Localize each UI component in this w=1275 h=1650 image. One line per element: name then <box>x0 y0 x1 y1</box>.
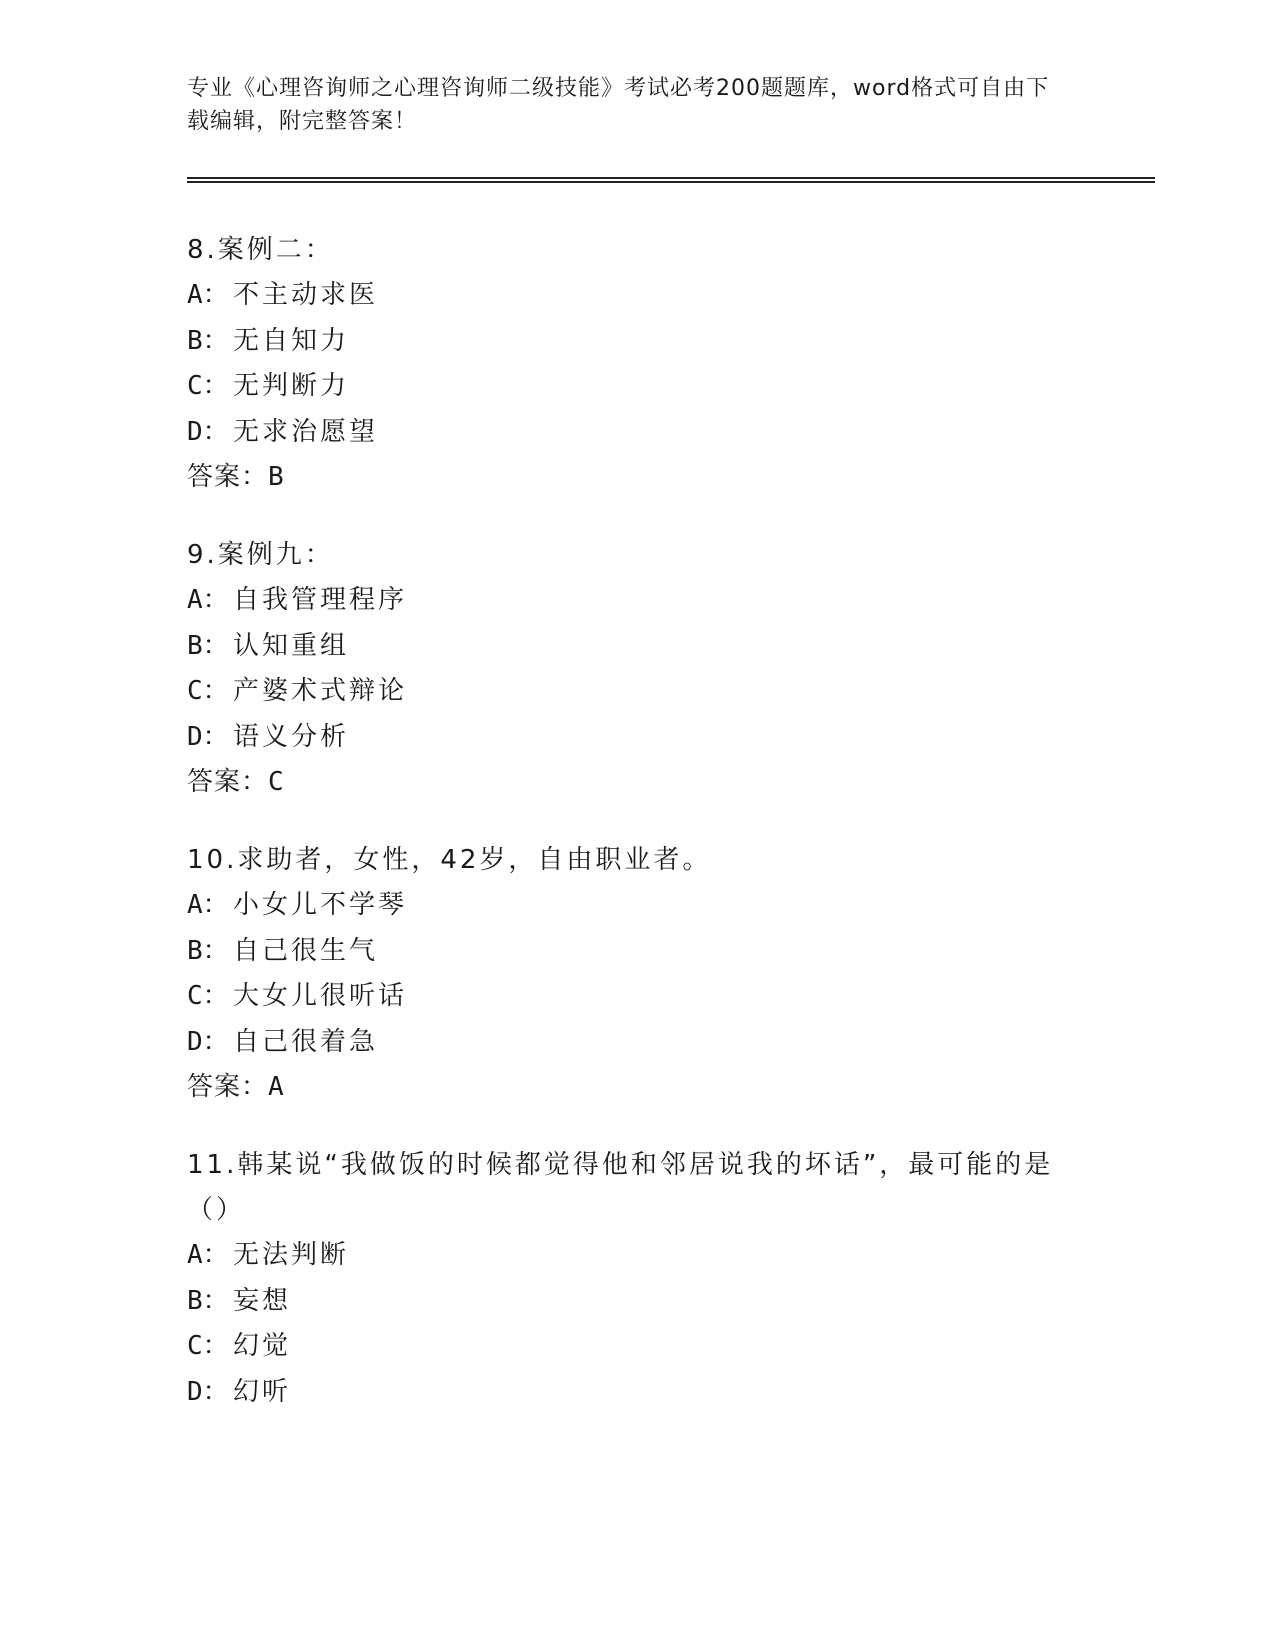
question-10 <box>187 838 1087 1110</box>
option-letter: B： <box>187 935 229 966</box>
option-text: 语义分析 <box>233 721 350 752</box>
option-d <box>187 1020 1087 1066</box>
question-title: 8.案例二： <box>187 235 334 265</box>
option-letter: C： <box>187 1331 229 1361</box>
option-text: 无自知力 <box>233 325 350 356</box>
option-letter: C： <box>187 981 229 1011</box>
option-a <box>187 1233 1087 1279</box>
option-c <box>187 974 1087 1020</box>
option-c <box>187 364 1087 410</box>
question-8 <box>187 228 1087 500</box>
option-b <box>187 929 1087 975</box>
answer-line <box>187 1065 1087 1110</box>
option-text: 无判断力 <box>233 371 350 401</box>
option-text: 自己很着急 <box>233 1026 379 1057</box>
answer-label: 答案： <box>187 767 269 797</box>
option-text: 产婆术式辩论 <box>233 676 408 706</box>
option-text: 小女儿不学琴 <box>233 890 408 920</box>
option-text: 无求治愿望 <box>233 416 379 447</box>
option-a <box>187 578 1087 624</box>
option-letter: A： <box>187 1240 229 1270</box>
option-text: 认知重组 <box>233 630 350 661</box>
option-a <box>187 883 1087 929</box>
option-c <box>187 1324 1087 1370</box>
option-text: 自我管理程序 <box>233 585 408 615</box>
option-b <box>187 624 1087 670</box>
option-b <box>187 319 1087 365</box>
option-letter: B： <box>187 1285 229 1316</box>
answer-line <box>187 455 1087 500</box>
question-9 <box>187 533 1087 805</box>
option-letter: A： <box>187 280 229 310</box>
option-letter: D： <box>187 721 229 752</box>
question-title: 9.案例九： <box>187 540 334 570</box>
option-text: 无法判断 <box>233 1240 350 1270</box>
option-b <box>187 1279 1087 1325</box>
question-title: 10.求助者，女性，42岁，自由职业者。 <box>187 845 712 875</box>
option-letter: A： <box>187 585 229 615</box>
option-c <box>187 669 1087 715</box>
option-d <box>187 715 1087 761</box>
answer-value: A <box>268 1072 285 1102</box>
question-11 <box>187 1143 1087 1415</box>
document-header: 专业《心理咨询师之心理咨询师二级技能》考试必考200题题库，word格式可自由下载编辑，附完整答案！ <box>187 76 1050 134</box>
option-text: 妄想 <box>233 1285 292 1316</box>
option-letter: B： <box>187 630 229 661</box>
option-letter: A： <box>187 890 229 920</box>
option-letter: D： <box>187 416 229 447</box>
option-d <box>187 410 1087 456</box>
answer-value: C <box>268 767 285 797</box>
answer-label: 答案： <box>187 1072 269 1102</box>
answer-label: 答案： <box>187 462 269 492</box>
option-text: 自己很生气 <box>233 935 379 966</box>
answer-value: B <box>268 462 285 492</box>
question-title: 11.韩某说“我做饭的时候都觉得他和邻居说我的坏话”，最可能的是（） <box>187 1150 1054 1225</box>
option-text: 幻听 <box>233 1376 292 1407</box>
option-letter: B： <box>187 325 229 356</box>
header-divider <box>187 177 1155 183</box>
option-letter: C： <box>187 371 229 401</box>
option-letter: C： <box>187 676 229 706</box>
option-text: 幻觉 <box>233 1331 292 1361</box>
option-text: 大女儿很听话 <box>233 981 408 1011</box>
option-a <box>187 273 1087 319</box>
option-text: 不主动求医 <box>233 280 379 310</box>
option-letter: D： <box>187 1026 229 1057</box>
answer-line <box>187 760 1087 805</box>
option-letter: D： <box>187 1376 229 1407</box>
option-d <box>187 1370 1087 1416</box>
